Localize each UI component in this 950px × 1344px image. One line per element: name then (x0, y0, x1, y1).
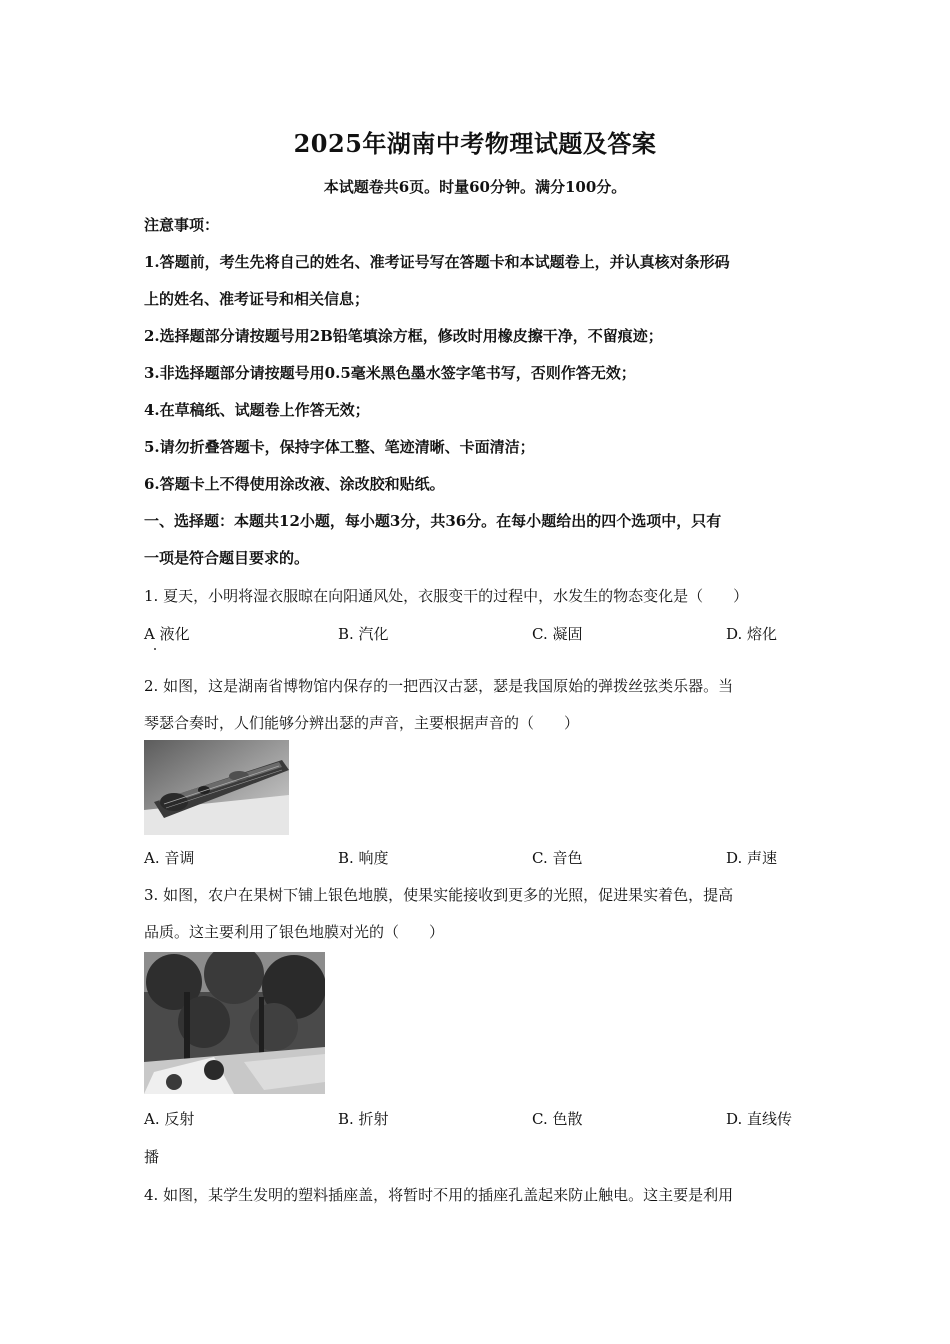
question-4-text: 4. 如图，某学生发明的塑料插座盖，将暂时不用的插座孔盖起来防止触电。这主要是利用 (144, 1186, 734, 1204)
notice-item: 5.请勿折叠答题卡，保持字体工整、笔迹清晰、卡面清洁； (144, 438, 535, 456)
q2-option-c: C. 音色 (532, 849, 583, 867)
q3-option-a: A. 反射 (144, 1110, 195, 1128)
section-heading: 一、选择题：本题共12小题，每小题3分，共36分。在每小题给出的四个选项中，只有 (144, 512, 722, 530)
notice-item: 上的姓名、准考证号和相关信息； (144, 290, 370, 308)
exam-info: 本试题卷共6页。时量60分钟。满分100分。 (323, 178, 627, 196)
ancient-se-instrument-photo (144, 740, 289, 835)
notice-item: 4.在草稿纸、试题卷上作答无效； (144, 401, 370, 419)
q2-option-d: D. 声速 (726, 849, 778, 867)
notice-item: 6.答题卡上不得使用涂改液、涂改胶和贴纸。 (144, 475, 445, 493)
notice-item: 1.答题前，考生先将自己的姓名、准考证号写在答题卡和本试题卷上，并认真核对条形码 (144, 253, 730, 271)
notice-heading: 注意事项： (144, 216, 220, 234)
q3-option-b: B. 折射 (338, 1110, 389, 1128)
question-3-text: 品质。这主要利用了银色地膜对光的（ ） (144, 923, 445, 941)
notice-item: 2.选择题部分请按题号用2B铅笔填涂方框，修改时用橡皮擦干净，不留痕迹； (144, 327, 663, 345)
q1-option-d: D. 熔化 (726, 625, 778, 643)
notice-item: 3.非选择题部分请按题号用0.5毫米黑色墨水签字笔书写，否则作答无效； (144, 364, 636, 382)
page-title: 2025年湖南中考物理试题及答案 (293, 129, 657, 158)
q2-option-b: B. 响度 (338, 849, 389, 867)
question-3-text: 3. 如图，农户在果树下铺上银色地膜，使果实能接收到更多的光照，促进果实着色，提高 (144, 886, 734, 904)
q1-option-c: C. 凝固 (532, 625, 583, 643)
section-heading: 一项是符合题目要求的。 (144, 549, 310, 567)
question-2-text: 琴瑟合奏时，人们能够分辨出瑟的声音，主要根据声音的（ ） (144, 714, 580, 732)
q1-option-a: A 液化 (144, 625, 190, 643)
question-1-text: 1. 夏天，小明将湿衣服晾在向阳通风处，衣服变干的过程中，水发生的物态变化是（ ） (144, 587, 749, 605)
stray-dot (154, 648, 156, 650)
q3-option-c: C. 色散 (532, 1110, 583, 1128)
orchard-silver-film-photo (144, 952, 325, 1094)
q1-option-b: B. 汽化 (338, 625, 389, 643)
question-2-text: 2. 如图，这是湖南省博物馆内保存的一把西汉古瑟，瑟是我国原始的弹拨丝弦类乐器。当 (144, 677, 734, 695)
q3-option-d: D. 直线传 (726, 1110, 793, 1128)
q3-option-d-wrap: 播 (144, 1148, 160, 1166)
q2-option-a: A. 音调 (144, 849, 195, 867)
